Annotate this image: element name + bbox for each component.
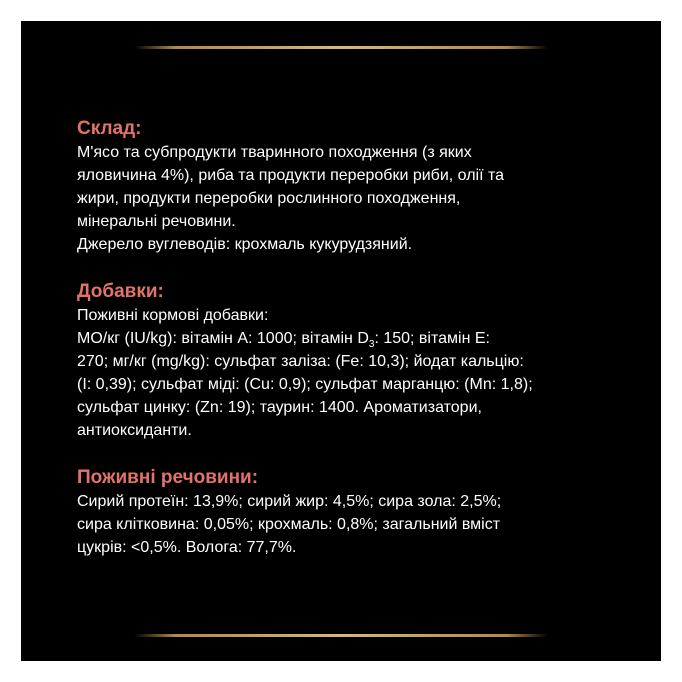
additives-line: антиоксиданти. bbox=[77, 422, 192, 439]
nutrients-section bbox=[77, 466, 637, 559]
additives-title: Добавки: bbox=[77, 281, 164, 302]
additives-line: (I: 0,39); сульфат міді: (Cu: 0,9); сульфат марганцю: (Mn: 1,8); bbox=[77, 376, 533, 393]
composition-line: жири, продукти переробки рослинного походження, bbox=[77, 190, 461, 207]
nutrients-line: цукрів: <0,5%. Волога: 77,7%. bbox=[77, 539, 297, 556]
nutrients-line: сира клітковина: 0,05%; крохмаль: 0,8%; загальний вміст bbox=[77, 516, 501, 533]
info-panel bbox=[21, 21, 661, 661]
content-block bbox=[77, 117, 637, 583]
top-gold-divider bbox=[134, 46, 548, 49]
nutrients-title: Поживні речовини: bbox=[77, 467, 259, 488]
vitamins-text-end: : 150; вітамін Е: bbox=[374, 330, 490, 347]
bottom-gold-divider bbox=[134, 634, 548, 637]
composition-line: М'ясо та субпродукти тваринного походження (з яких bbox=[77, 144, 472, 161]
additives-line: сульфат цинку: (Zn: 19); таурин: 1400. Ароматизатори, bbox=[77, 399, 482, 416]
composition-line: мінеральні речовини. bbox=[77, 213, 236, 230]
additives-line: 270; мг/кг (mg/kg): сульфат заліза: (Fe: 10,3); йодат кальцію: bbox=[77, 353, 524, 370]
additives-section bbox=[77, 280, 637, 442]
composition-line: яловичина 4%), риба та продукти переробки риби, олії та bbox=[77, 167, 505, 184]
vitamin-d-subscript: 3 bbox=[368, 339, 375, 351]
nutrients-line: Сирий протеїн: 13,9%; сирий жир: 4,5%; сира зола: 2,5%; bbox=[77, 493, 502, 510]
carbohydrate-source-line: Джерело вуглеводів: крохмаль кукурудзяний. bbox=[77, 236, 413, 253]
vitamins-text-start: МО/кг (IU/kg): вітамін А: 1000; вітамін D bbox=[77, 330, 369, 347]
additives-line: Поживні кормові добавки: bbox=[77, 307, 269, 324]
additives-vitamins-line bbox=[77, 327, 637, 350]
composition-title: Склад: bbox=[77, 118, 142, 139]
composition-section bbox=[77, 117, 637, 256]
